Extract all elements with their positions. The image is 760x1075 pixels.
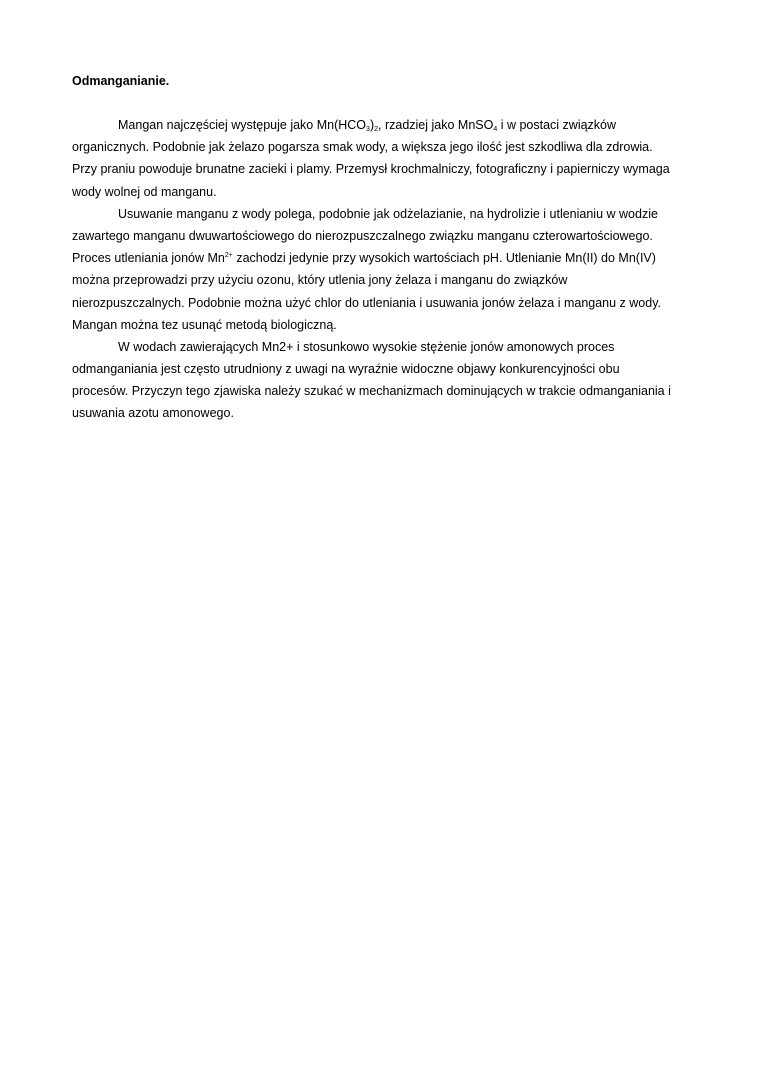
paragraph-3-line-3: procesów. Przyczyn tego zjawiska należy szukać w mechanizmach dominujących w trakcie odmanganiania i: [72, 384, 671, 399]
paragraph-2-line-3: [72, 247, 692, 269]
text-fragment: Proces utleniania jonów Mn: [72, 251, 225, 266]
paragraph-2-line-6: Mangan można tez usunąć metodą biologiczną.: [72, 317, 337, 332]
paragraph-1-line-4: wody wolnej od manganu.: [72, 184, 217, 199]
paragraph-2-line-2: zawartego manganu dwuwartościowego do nierozpuszczalnego związku manganu czterowartościowego.: [72, 228, 653, 243]
text-fragment: i w postaci związków: [497, 118, 617, 132]
text-fragment: zachodzi jedynie przy wysokich wartościach pH. Utlenianie Mn(II) do Mn(IV): [232, 251, 656, 266]
paragraph-3-line-2: odmanganiania jest często utrudniony z uwagi na wyraźnie widoczne objawy konkurencyjności obu: [72, 362, 620, 377]
text-fragment: Mangan najczęściej występuje jako Mn(HCO: [118, 118, 367, 132]
paragraph-1-line-2: organicznych. Podobnie jak żelazo pogarsza smak wody, a większa jego ilość jest szkodliwa dla zdrowia.: [72, 140, 653, 155]
paragraph-2-line-4: można przeprowadzi przy użyciu ozonu, który utlenia jony żelaza i manganu do związków: [72, 273, 568, 288]
document-body: [72, 114, 692, 425]
document-title: Odmanganianie.: [72, 74, 170, 88]
paragraph-2-line-1: Usuwanie manganu z wody polega, podobnie jak odżelazianie, na hydrolizie i utlenianiu w wodzie: [118, 206, 658, 221]
paragraph-3-line-1: W wodach zawierających Mn2+ i stosunkowo wysokie stężenie jonów amonowych proces: [118, 339, 615, 354]
paragraph-1-line-3: Przy praniu powoduje brunatne zacieki i plamy. Przemysł krochmalniczy, fotograficzny i papierniczy wymaga: [72, 162, 670, 177]
paragraph-3-line-4: usuwania azotu amonowego.: [72, 406, 234, 421]
superscript: 2+: [224, 252, 233, 260]
text-fragment: , rzadziej jako MnSO: [378, 118, 494, 132]
subscript: 2: [374, 126, 379, 133]
paragraph-2-line-5: nierozpuszczalnych. Podobnie można użyć chlor do utleniania i usuwania jonów żelaza i manganu z wody.: [72, 295, 661, 310]
subscript: 3: [366, 126, 370, 133]
paragraph-1-line-1: [72, 114, 692, 136]
text-fragment: ): [369, 118, 375, 132]
subscript: 4: [493, 126, 498, 133]
